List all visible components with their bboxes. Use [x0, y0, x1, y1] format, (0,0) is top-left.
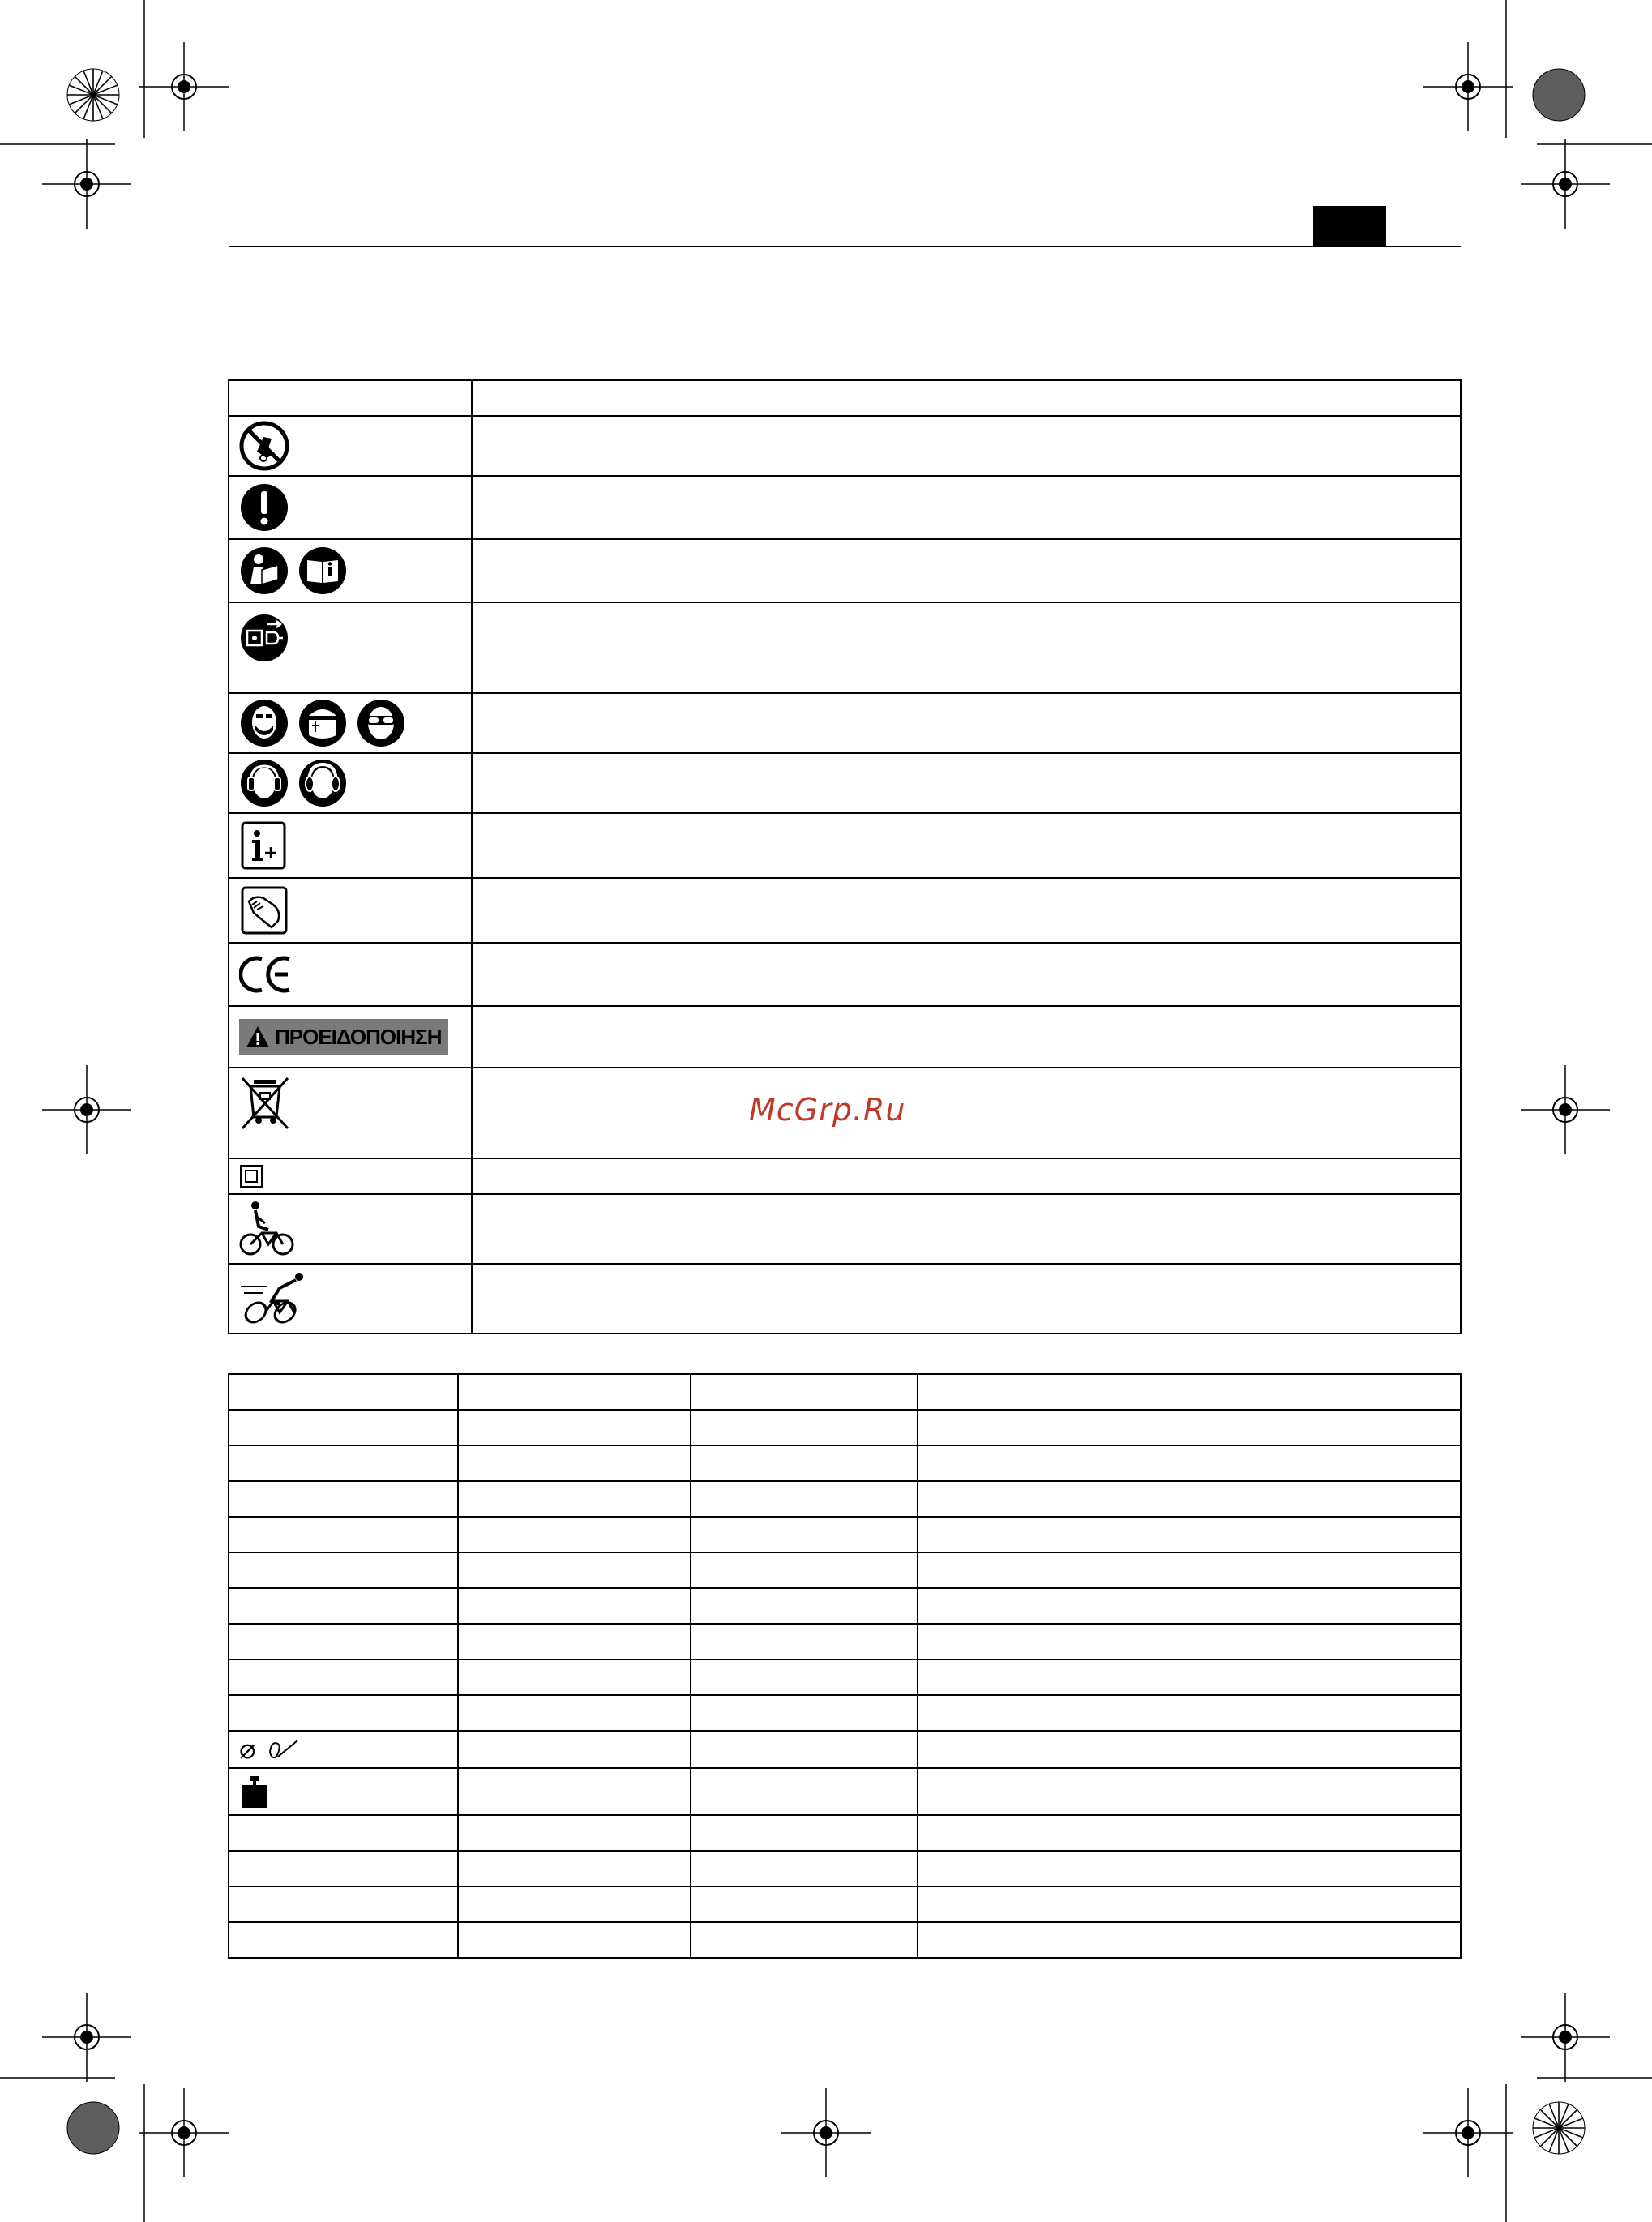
registration-mark-right-lower: [1521, 1993, 1610, 2082]
starburst-disc-top-left: [66, 68, 120, 122]
header-rule: [229, 246, 1461, 247]
table-row: [229, 753, 1461, 813]
table-row: [229, 1158, 1461, 1194]
table-row: [229, 693, 1461, 753]
cyclist-fast-icon: [239, 1272, 304, 1325]
thread-depth-icon: [267, 1737, 299, 1762]
exclamation-mandatory-icon: [239, 482, 289, 533]
table-header-row: [229, 380, 1461, 416]
diameter-symbol: ⌀: [239, 1733, 256, 1766]
warning-triangle-icon: [246, 1025, 270, 1048]
registration-mark-bottom-center: [781, 2088, 871, 2177]
table-row: [229, 878, 1461, 943]
registration-mark-top-left: [139, 42, 229, 131]
table-row: [229, 1264, 1461, 1334]
table-row: [229, 1481, 1461, 1517]
wear-goggles-icon: [356, 698, 406, 748]
wear-ear-muffs-icon: [297, 758, 348, 808]
symbols-table: [228, 379, 1462, 1334]
weight-icon: [239, 1775, 270, 1809]
table-row: [229, 1695, 1461, 1731]
registration-mark-bottom-right: [1423, 2088, 1513, 2177]
no-touch-prohibition-icon: [239, 421, 289, 471]
unplug-mains-icon: [239, 613, 289, 663]
read-manual-book-icon: [297, 546, 348, 596]
table-row: [229, 1194, 1461, 1264]
table-row: [229, 943, 1461, 1006]
table-row: [229, 539, 1461, 602]
table-row: [229, 1886, 1461, 1922]
grey-disc-bottom-left: [66, 2101, 120, 2155]
wear-gloves-icon: [239, 885, 289, 935]
registration-mark-top-right: [1423, 42, 1513, 131]
warning-label-text: ΠΡΟΕΙΔΟΠΟΙΗΣΗ: [275, 1024, 442, 1049]
additional-info-icon: [239, 820, 289, 871]
registration-mark-left-lower: [42, 1993, 131, 2082]
table-row: [229, 1731, 1461, 1768]
warning-label: [239, 1019, 448, 1055]
table-row: [229, 1588, 1461, 1624]
table-row: [229, 416, 1461, 476]
registration-mark-left-middle: [42, 1065, 131, 1154]
table-row: [229, 1624, 1461, 1659]
table-row: [229, 1659, 1461, 1695]
table-row: [229, 1552, 1461, 1588]
wear-dust-mask-icon: [239, 698, 289, 748]
registration-mark-right-middle: [1521, 1065, 1610, 1154]
specs-table: [228, 1373, 1462, 1959]
read-manual-person-icon: [239, 546, 289, 596]
table-row: [229, 1922, 1461, 1958]
class-ii-double-insulation-icon: [239, 1164, 263, 1188]
wear-face-shield-icon: [297, 698, 348, 748]
table-row: [229, 1006, 1461, 1068]
grey-disc-top-right: [1532, 68, 1586, 122]
registration-mark-bottom-left: [139, 2088, 229, 2177]
language-tab: [1313, 206, 1386, 246]
table-row: [229, 476, 1461, 539]
registration-mark-right-upper: [1521, 139, 1610, 229]
table-header-row: [229, 1374, 1461, 1410]
table-row: [229, 1851, 1461, 1886]
table-row: [229, 1815, 1461, 1851]
watermark-text: McGrp.Ru: [749, 1092, 906, 1128]
wear-ear-protection-icon: [239, 758, 289, 808]
starburst-disc-bottom-right: [1532, 2101, 1586, 2155]
table-row: [229, 602, 1461, 693]
table-row: [229, 1410, 1461, 1445]
ce-mark-icon: [239, 954, 294, 995]
weee-crossed-bin-icon: [239, 1075, 291, 1132]
table-row: [229, 1445, 1461, 1481]
cyclist-slow-icon: [239, 1201, 296, 1257]
table-row: [229, 813, 1461, 878]
table-row: [229, 1517, 1461, 1552]
registration-mark-left-upper: [42, 139, 131, 229]
table-row: [229, 1768, 1461, 1815]
